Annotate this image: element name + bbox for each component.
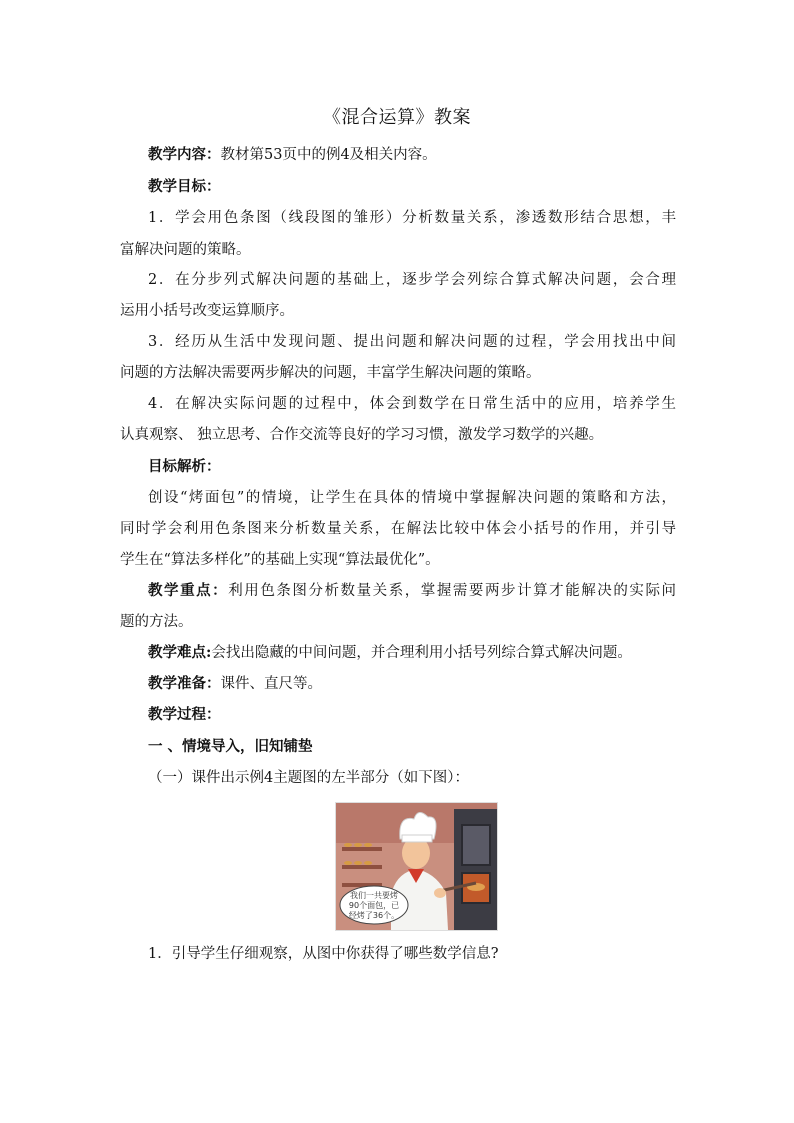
preparation-label: 教学准备： — [148, 675, 221, 692]
goal-1-line-1: 1．学会用色条图（线段图的雏形）分析数量关系，渗透数形结合思想，丰 — [148, 210, 676, 226]
preparation-text: 课件、直尺等。 — [220, 676, 322, 692]
speech-bubble-line-2: 90个面包，已 — [348, 901, 400, 910]
analysis-heading — [148, 457, 676, 477]
sub-1: （一）课件出示例4主题图的左半部分（如下图）： — [148, 770, 469, 786]
goal-4-line-1: 4．在解决实际问题的过程中，体会到数学在日常生活中的应用，培养学生 — [148, 396, 676, 412]
goal-3-line-1: 3．经历从生活中发现问题、提出问题和解决问题的过程，学会用找出中间 — [148, 334, 676, 350]
question-1: 1．引导学生仔细观察，从图中你获得了哪些数学信息? — [148, 946, 499, 962]
goal-4-line-2: 认真观察、 独立思考、合作交流等良好的学习习惯，激发学习数学的兴趣。 — [120, 427, 604, 443]
key-point — [148, 581, 676, 601]
analysis-line-2: 同时学会利用色条图来分析数量关系，在解法比较中体会小括号的作用，并引导 — [120, 521, 676, 537]
difficulty-label: 教学难点: — [148, 644, 212, 661]
process-heading — [148, 705, 676, 725]
goals-label: 教学目标： — [148, 178, 221, 195]
analysis-label: 目标解析： — [148, 458, 221, 475]
teaching-content — [148, 145, 676, 165]
process-label: 教学过程： — [148, 706, 221, 723]
chef-illustration — [335, 802, 498, 931]
document-title: 《混合运算》教案 — [323, 107, 471, 128]
teaching-content-label: 教学内容： — [148, 146, 221, 163]
goal-2-line-2: 运用小括号改变运算顺序。 — [120, 303, 294, 319]
key-point-label: 教学重点： — [148, 582, 229, 599]
analysis-line-3: 学生在“算法多样化”的基础上实现“算法最优化”。 — [120, 552, 440, 568]
goal-2-line-1: 2．在分步列式解决问题的基础上，逐步学会列综合算式解决问题，会合理 — [148, 272, 676, 288]
analysis-line-1: 创设“烤面包”的情境，让学生在具体的情境中掌握解决问题的策略和方法， — [148, 490, 676, 506]
teaching-content-text: 教材第53页中的例4及相关内容。 — [220, 147, 437, 163]
key-point-text-1: 利用色条图分析数量关系，掌握需要两步计算才能解决的实际问 — [228, 583, 676, 599]
preparation — [148, 674, 676, 694]
speech-bubble-line-3: 经烤了36个。 — [348, 911, 400, 920]
difficulty-text: 会找出隐藏的中间问题，并合理利用小括号列综合算式解决问题。 — [211, 645, 632, 661]
difficulty — [148, 643, 676, 663]
goals-heading — [148, 177, 676, 197]
key-point-text-2: 题的方法。 — [120, 614, 193, 630]
goal-1-line-2: 富解决问题的策略。 — [120, 242, 251, 258]
section-1-label: 一 、情境导入，旧知铺垫 — [148, 738, 313, 755]
speech-bubble-line-1: 我们一共要烤 — [350, 891, 398, 900]
goal-3-line-2: 问题的方法解决需要两步解决的问题，丰富学生解决问题的策略。 — [120, 365, 541, 381]
section-1-heading — [148, 737, 676, 757]
chef-illustration-svg — [336, 803, 497, 930]
